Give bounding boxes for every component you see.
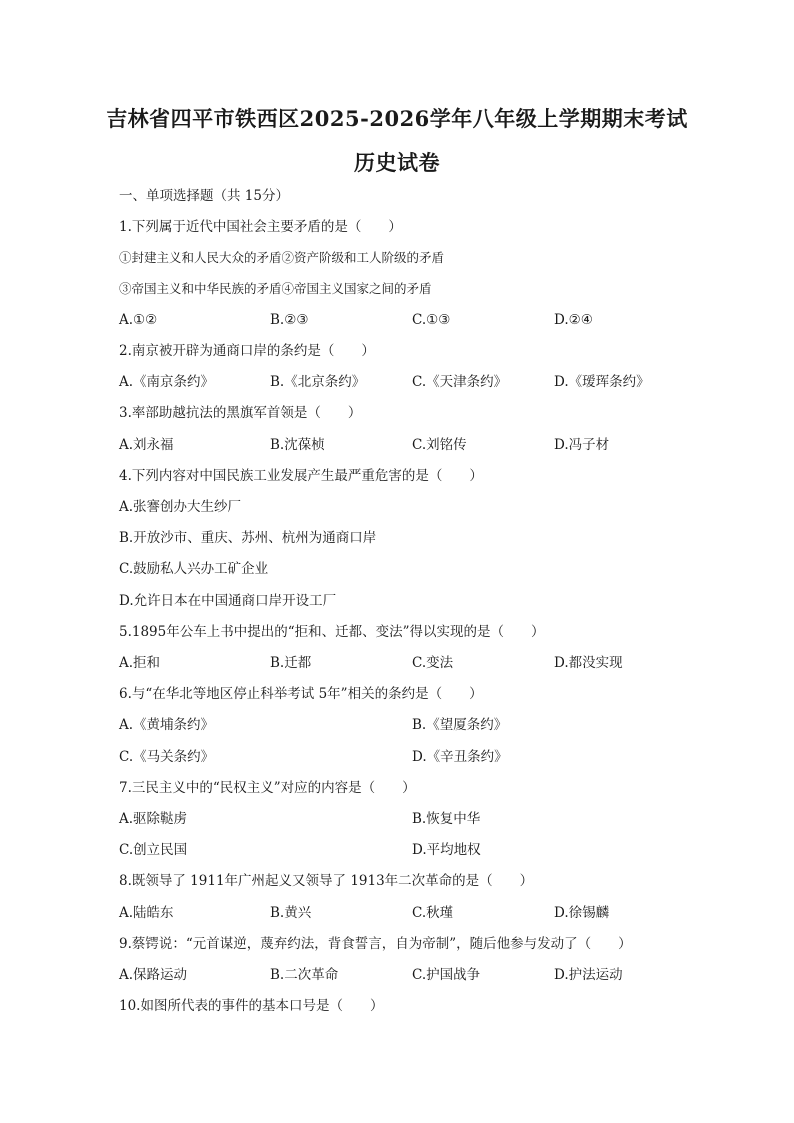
- question-2-option-b: B.《北京条约》: [270, 374, 366, 390]
- question-10-stem: 10.如图所代表的事件的基本口号是（ ）: [119, 998, 384, 1014]
- question-6-option-b: B.《望厦条约》: [412, 717, 508, 733]
- question-7-option-d: D.平均地权: [412, 842, 481, 858]
- question-9-option-a: A.保路运动: [119, 967, 188, 983]
- question-4-option-b: B.开放沙市、重庆、苏州、杭州为通商口岸: [119, 530, 377, 546]
- question-9-option-c: C.护国战争: [412, 967, 481, 983]
- question-3-option-a: A.刘永福: [119, 437, 174, 453]
- question-6-option-c: C.《马关条约》: [119, 749, 215, 765]
- question-1-option-a: A.①②: [119, 312, 158, 328]
- question-5-option-c: C.变法: [412, 655, 454, 671]
- question-2-stem: 2.南京被开辟为通商口岸的条约是（ ）: [119, 343, 375, 359]
- question-8-option-d: D.徐锡麟: [554, 905, 610, 921]
- question-5-option-a: A.拒和: [119, 655, 161, 671]
- question-1-option-d: D.②④: [554, 312, 593, 328]
- question-1-option-b: B.②③: [270, 312, 309, 328]
- exam-title: 吉林省四平市铁西区2025-2026学年八年级上学期期末考试: [106, 106, 688, 131]
- question-6-option-a: A.《黄埔条约》: [119, 717, 215, 733]
- question-4-stem: 4.下列内容对中国民族工业发展产生最严重危害的是（ ）: [119, 468, 483, 484]
- question-7-option-b: B.恢复中华: [412, 811, 481, 827]
- question-1-statement-1: ①封建主义和人民大众的矛盾②资产阶级和工人阶级的矛盾: [119, 250, 445, 265]
- question-1-option-c: C.①③: [412, 312, 451, 328]
- question-8-option-a: A.陆皓东: [119, 905, 174, 921]
- question-4-option-c: C.鼓励私人兴办工矿企业: [119, 561, 269, 577]
- question-7-option-c: C.创立民国: [119, 842, 188, 858]
- question-7-stem: 7.三民主义中的“民权主义”对应的内容是（ ）: [119, 780, 416, 796]
- question-3-stem: 3.率部助越抗法的黑旗军首领是（ ）: [119, 405, 362, 421]
- question-6-stem: 6.与“在华北等地区停止科举考试 5年”相关的条约是（ ）: [119, 686, 483, 702]
- question-3-option-c: C.刘铭传: [412, 437, 467, 453]
- question-3-option-b: B.沈葆桢: [270, 437, 325, 453]
- question-8-option-c: C.秋瑾: [412, 905, 454, 921]
- question-6-option-d: D.《辛丑条约》: [412, 749, 508, 765]
- question-5-stem: 5.1895年公车上书中提出的“拒和、迁都、变法”得以实现的是（ ）: [119, 624, 545, 640]
- question-7-option-a: A.驱除鞑虏: [119, 811, 188, 827]
- question-9-stem: 9.蔡锷说：“元首谋逆，蔑弃约法，背食誓言，自为帝制”，随后他参与发动了（ ）: [119, 936, 632, 952]
- exam-subject-title: 历史试卷: [354, 150, 440, 175]
- question-2-option-a: A.《南京条约》: [119, 374, 215, 390]
- question-2-option-d: D.《瑷珲条约》: [554, 374, 650, 390]
- question-1-statement-2: ③帝国主义和中华民族的矛盾④帝国主义国家之间的矛盾: [119, 281, 432, 296]
- question-9-option-d: D.护法运动: [554, 967, 623, 983]
- question-3-option-d: D.冯子材: [554, 437, 610, 453]
- question-4-option-a: A.张謇创办大生纱厂: [119, 499, 242, 515]
- question-8-stem: 8.既领导了 1911年广州起义又领导了 1913年二次革命的是（ ）: [119, 873, 534, 889]
- question-8-option-b: B.黄兴: [270, 905, 312, 921]
- question-9-option-b: B.二次革命: [270, 967, 339, 983]
- question-1-stem: 1.下列属于近代中国社会主要矛盾的是（ ）: [119, 219, 402, 235]
- question-4-option-d: D.允许日本在中国通商口岸开设工厂: [119, 593, 337, 609]
- question-5-option-b: B.迁都: [270, 655, 312, 671]
- question-2-option-c: C.《天津条约》: [412, 374, 508, 390]
- question-5-option-d: D.都没实现: [554, 655, 623, 671]
- section-heading: 一、单项选择题（共 15分）: [119, 188, 289, 204]
